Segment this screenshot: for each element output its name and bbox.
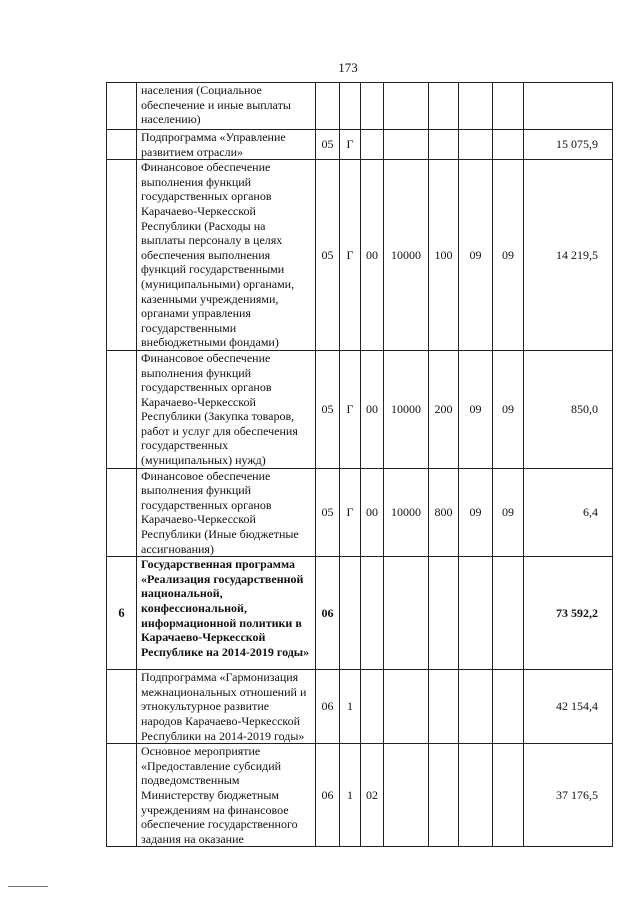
subsection-cell [493,557,524,670]
scan-mark [8,886,48,887]
expense-type-cell [429,557,459,670]
direction-code-cell [384,670,429,744]
table-row [107,350,613,468]
section-cell [459,557,493,670]
row-number-cell [107,160,137,351]
amount-cell: 42 154,4 [524,670,613,744]
section-cell: 09 [459,160,493,351]
amount-cell: 73 592,2 [524,557,613,670]
event-code-cell [361,670,384,744]
table-row [107,83,613,130]
subprogram-code-cell: Г [340,350,361,468]
amount-cell: 37 176,5 [524,744,613,847]
subsection-cell: 09 [493,160,524,351]
expense-type-cell: 200 [429,350,459,468]
item-name-cell: Подпрограмма «Гармонизация межнациональных отношений и этнокультурное развитие народов Карачаево-Черкесской Республики на 2014-2019 годы» [137,670,316,744]
table-row [107,130,613,160]
subprogram-code-cell: 1 [340,744,361,847]
table-row [107,160,613,351]
program-code-cell: 06 [316,670,340,744]
subsection-cell [493,670,524,744]
program-code-cell: 05 [316,350,340,468]
section-cell: 09 [459,350,493,468]
subsection-cell: 09 [493,350,524,468]
direction-code-cell [384,744,429,847]
amount-cell [524,83,613,130]
row-number-cell [107,83,137,130]
subprogram-code-cell [340,557,361,670]
subsection-cell [493,130,524,160]
row-number-cell: 6 [107,557,137,670]
event-code-cell: 02 [361,744,384,847]
program-code-cell [316,83,340,130]
direction-code-cell [384,83,429,130]
subprogram-code-cell [340,83,361,130]
section-cell: 09 [459,468,493,557]
amount-cell: 15 075,9 [524,130,613,160]
direction-code-cell [384,557,429,670]
expense-type-cell [429,83,459,130]
expense-type-cell: 100 [429,160,459,351]
program-code-cell: 05 [316,130,340,160]
section-cell [459,744,493,847]
event-code-cell: 00 [361,468,384,557]
item-name-cell: населения (Социальное обеспечение и иные выплаты населению) [137,83,316,130]
section-cell [459,670,493,744]
row-number-cell [107,350,137,468]
program-code-cell: 06 [316,557,340,670]
expense-type-cell [429,670,459,744]
amount-cell: 14 219,5 [524,160,613,351]
event-code-cell [361,130,384,160]
subprogram-code-cell: Г [340,468,361,557]
event-code-cell [361,83,384,130]
item-name-cell: Подпрограмма «Управление развитием отрасли» [137,130,316,160]
section-cell [459,130,493,160]
subprogram-code-cell: Г [340,130,361,160]
table-row [107,468,613,557]
expense-type-cell [429,744,459,847]
expense-type-cell [429,130,459,160]
row-number-cell [107,130,137,160]
direction-code-cell: 10000 [384,350,429,468]
table-row [107,744,613,847]
program-code-cell: 05 [316,160,340,351]
expense-type-cell: 800 [429,468,459,557]
amount-cell: 850,0 [524,350,613,468]
page-number: 173 [338,60,358,75]
row-number-cell [107,670,137,744]
event-code-cell: 00 [361,350,384,468]
direction-code-cell [384,130,429,160]
subsection-cell: 09 [493,468,524,557]
table-row [107,670,613,744]
event-code-cell: 00 [361,160,384,351]
item-name-cell: Финансовое обеспечение выполнения функций государственных органов Карачаево-Черкесской Республики (Расходы на выплаты персоналу в целях обеспечения выполнения функций государственными (муниципальными) органами, казенными учреждениями, органами управления государственными внебюджетными фондами) [137,160,316,351]
subsection-cell [493,744,524,847]
subprogram-code-cell: 1 [340,670,361,744]
item-name-cell: Финансовое обеспечение выполнения функций государственных органов Карачаево-Черкесской Республики (Закупка товаров, работ и услуг для обеспечения государственных (муниципальных) нужд) [137,350,316,468]
item-name-cell: Финансовое обеспечение выполнения функций государственных органов Карачаево-Черкесской Республики (Иные бюджетные ассигнования) [137,468,316,557]
direction-code-cell: 10000 [384,160,429,351]
item-name-cell: Государственная программа «Реализация государственной национальной, конфессиональной, информационной политики в Карачаево-Черкесской Республике на 2014-2019 годы» [137,557,316,670]
row-number-cell [107,744,137,847]
program-code-cell: 06 [316,744,340,847]
subprogram-code-cell: Г [340,160,361,351]
amount-cell: 6,4 [524,468,613,557]
row-number-cell [107,468,137,557]
table-row [107,557,613,670]
direction-code-cell: 10000 [384,468,429,557]
subsection-cell [493,83,524,130]
section-cell [459,83,493,130]
event-code-cell [361,557,384,670]
item-name-cell: Основное мероприятие «Предоставление субсидий подведомственным Министерству бюджетным учреждениям на финансовое обеспечение государственного задания на оказание [137,744,316,847]
program-code-cell: 05 [316,468,340,557]
budget-table [106,82,613,847]
